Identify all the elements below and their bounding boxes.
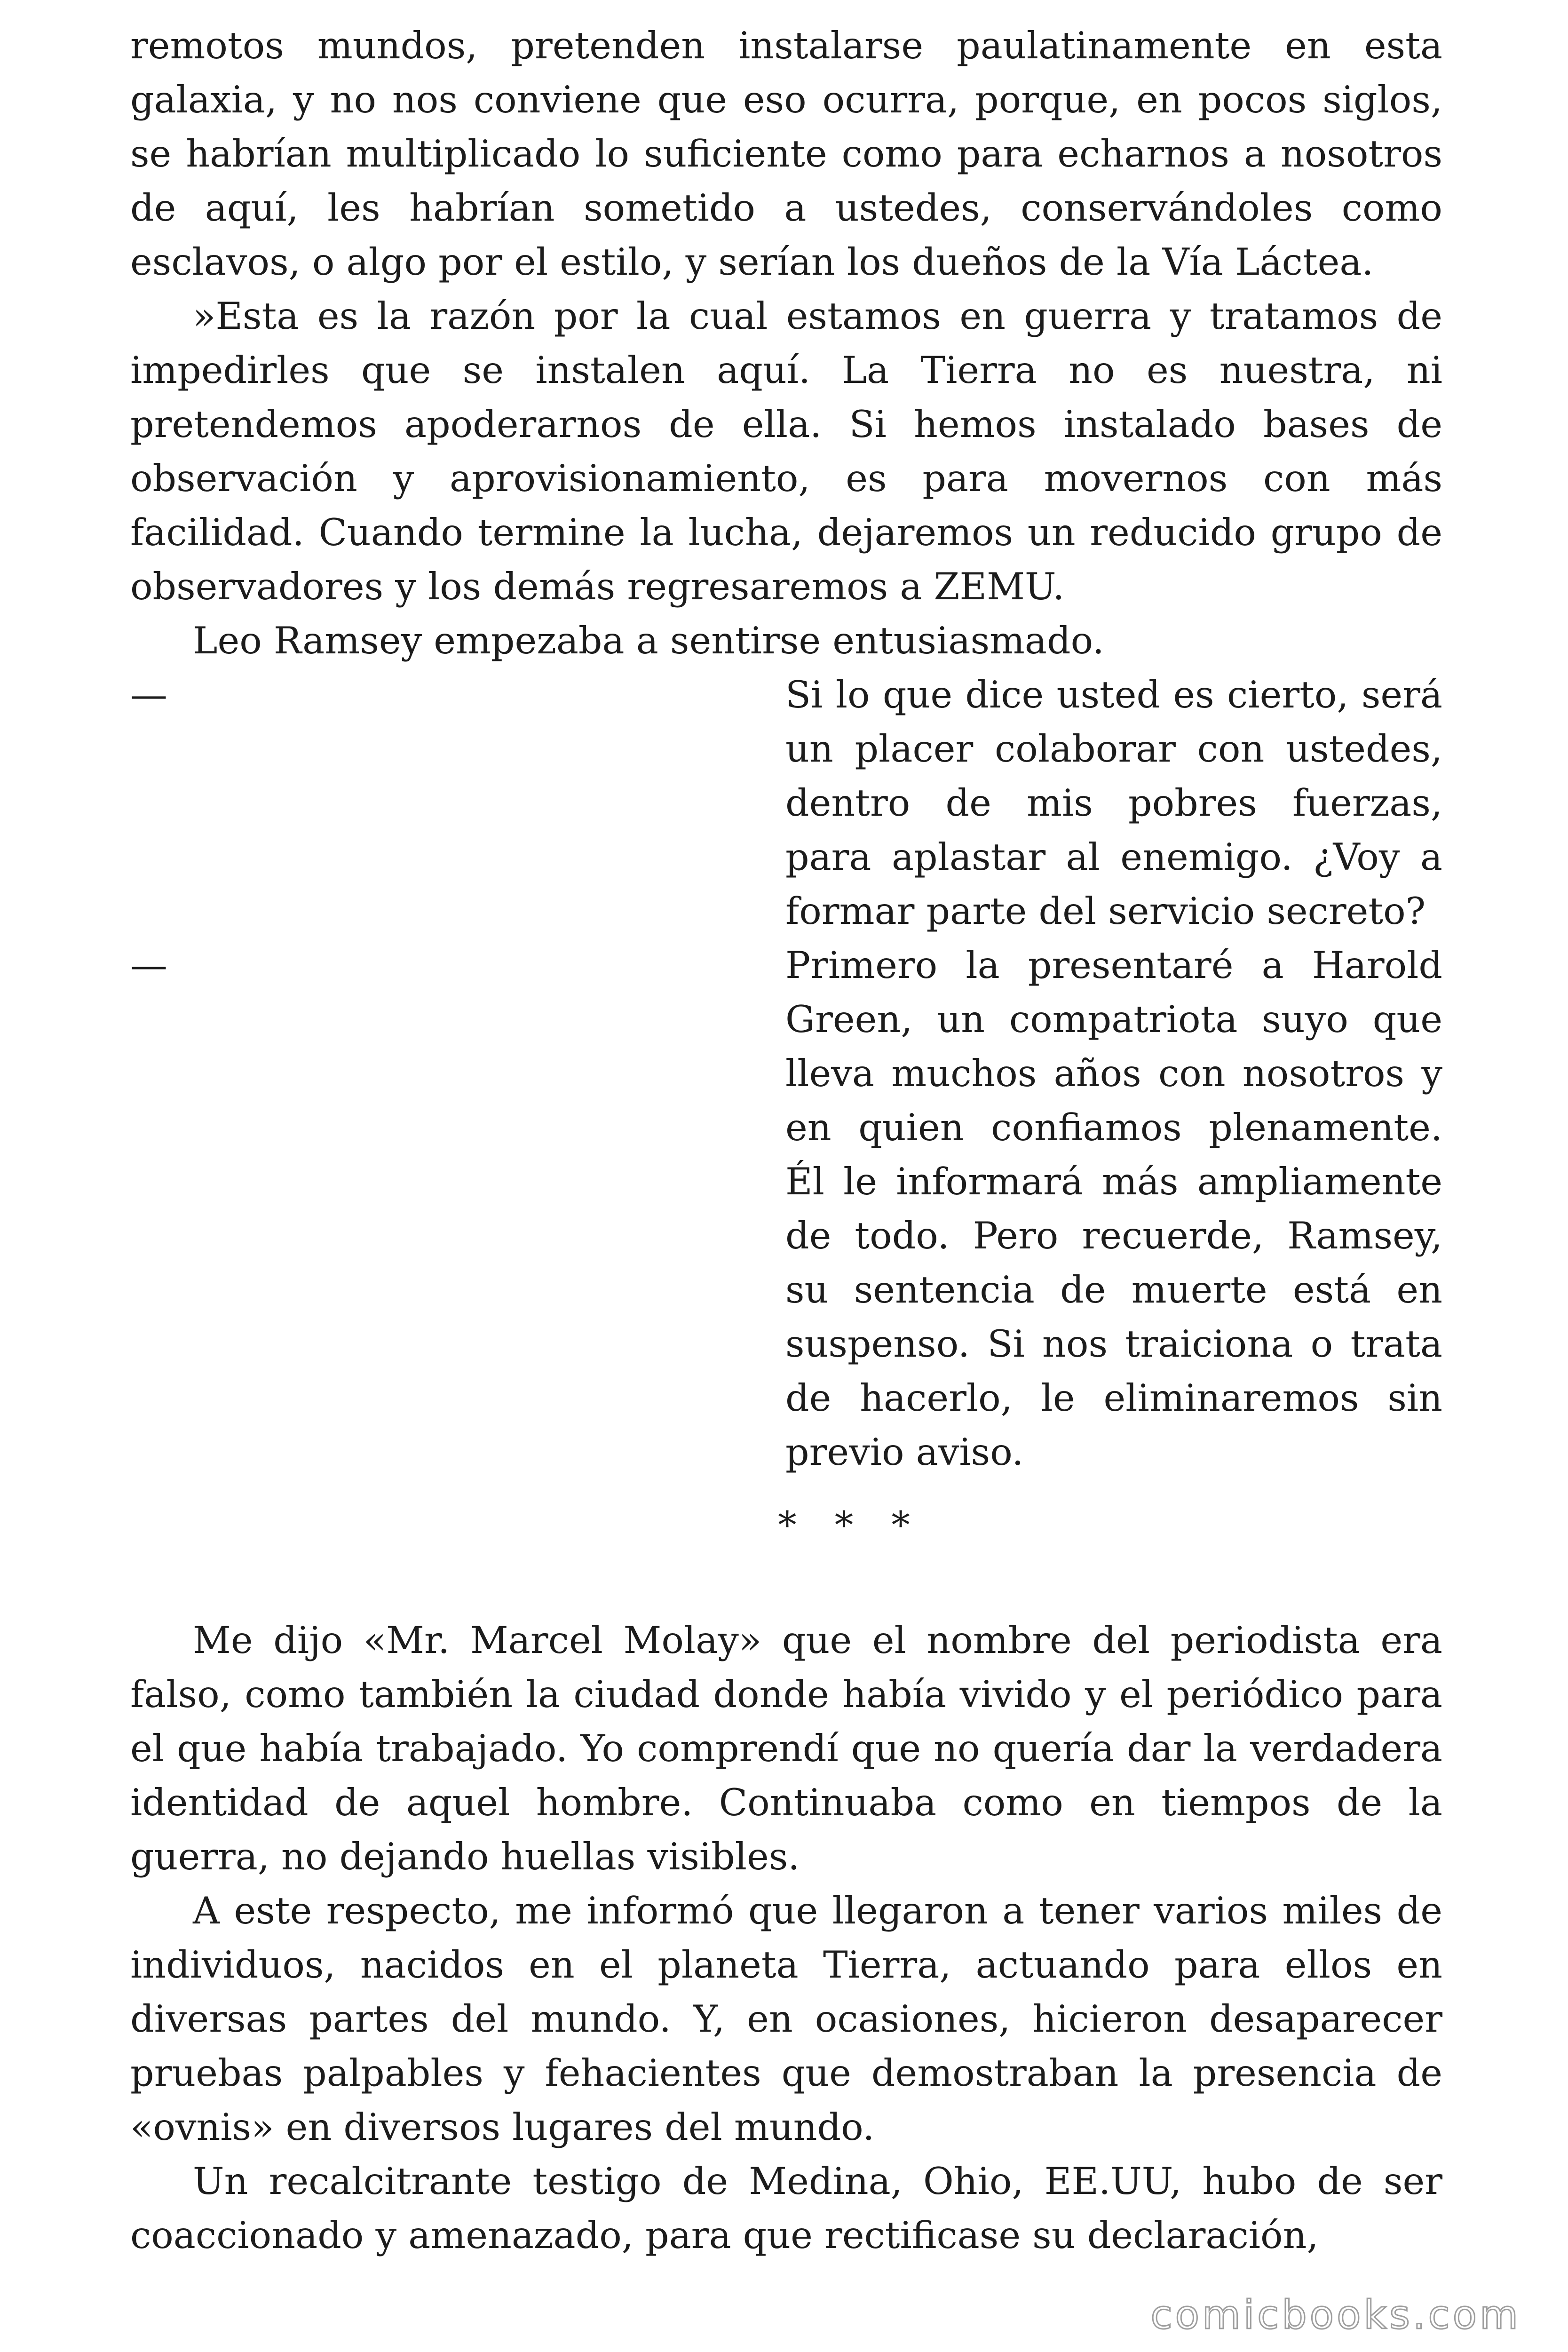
page-body xyxy=(130,19,1442,2263)
dialogue-dash: — xyxy=(130,673,167,716)
paragraph-individuals: A este respecto, me informó que llegaron a tener varios miles de individuos, nacidos en el planeta Tierra, actuando para ellos en diversas partes del mundo. Y, en ocasiones, hicieron desaparecer pruebas palpables y fehacientes que demostraban la presencia de «ovnis» en diversos lugares del mundo. xyxy=(130,1889,1442,2149)
paragraph-war-reason: »Esta es la razón por la cual estamos en guerra y tratamos de impedirles que se instalen aquí. La Tierra no es nuestra, ni pretendemos apoderarnos de ella. Si hemos instalado bases de observación y aprovisionamiento, es para movernos con más facilidad. Cuando termine la lucha, dejaremos un reducido grupo de observadores y los demás regresaremos a ZEMU. xyxy=(130,294,1442,608)
paragraph-molay: Me dijo «Mr. Marcel Molay» que el nombre del periodista era falso, como también la ciudad donde había vivido y el periódico para el que había trabajado. Yo comprendí que no quería dar la verdadera identidad de aquel hombre. Continuaba como en tiempos de la guerra, no dejando huellas visibles. xyxy=(130,1619,1442,1878)
dialogue-line-1 xyxy=(130,668,1442,938)
paragraph-medina: Un recalcitrante testigo de Medina, Ohio, EE.UU, hubo de ser coaccionado y amenazado, para que rectificase su declaración, xyxy=(130,2160,1442,2257)
dialogue-dash: — xyxy=(130,944,167,987)
dialogue-text: Primero la presentaré a Harold Green, un compatriota suyo que lleva muchos años con nosotros y en quien confiamos plenamente. Él le informará más ampliamente de todo. Pero recuerde, Ramsey, su sentencia de muerte está en suspenso. Si nos traiciona o trata de hacerlo, le eliminaremos sin previo aviso. xyxy=(785,944,1442,1474)
section-separator: * * * xyxy=(778,1503,923,1547)
paragraph-continuation: remotos mundos, pretenden instalarse paulatinamente en esta galaxia, y no nos conviene que eso ocurra, porque, en pocos siglos, se habrían multiplicado lo suficiente como para echarnos a nosotros de aquí, les habrían sometido a ustedes, conservándoles como esclavos, o algo por el estilo, y serían los dueños de la Vía Láctea. xyxy=(130,24,1442,284)
dialogue-text: Si lo que dice usted es cierto, será un placer colaborar con ustedes, dentro de mis pobres fuerzas, para aplastar al enemigo. ¿Voy a formar parte del servicio secreto? xyxy=(785,673,1442,933)
paragraph-ramsey: Leo Ramsey empezaba a sentirse entusiasmado. xyxy=(193,619,1104,662)
watermark: comicbooks.com xyxy=(1150,2292,1521,2338)
dialogue-line-2 xyxy=(130,938,1442,1479)
